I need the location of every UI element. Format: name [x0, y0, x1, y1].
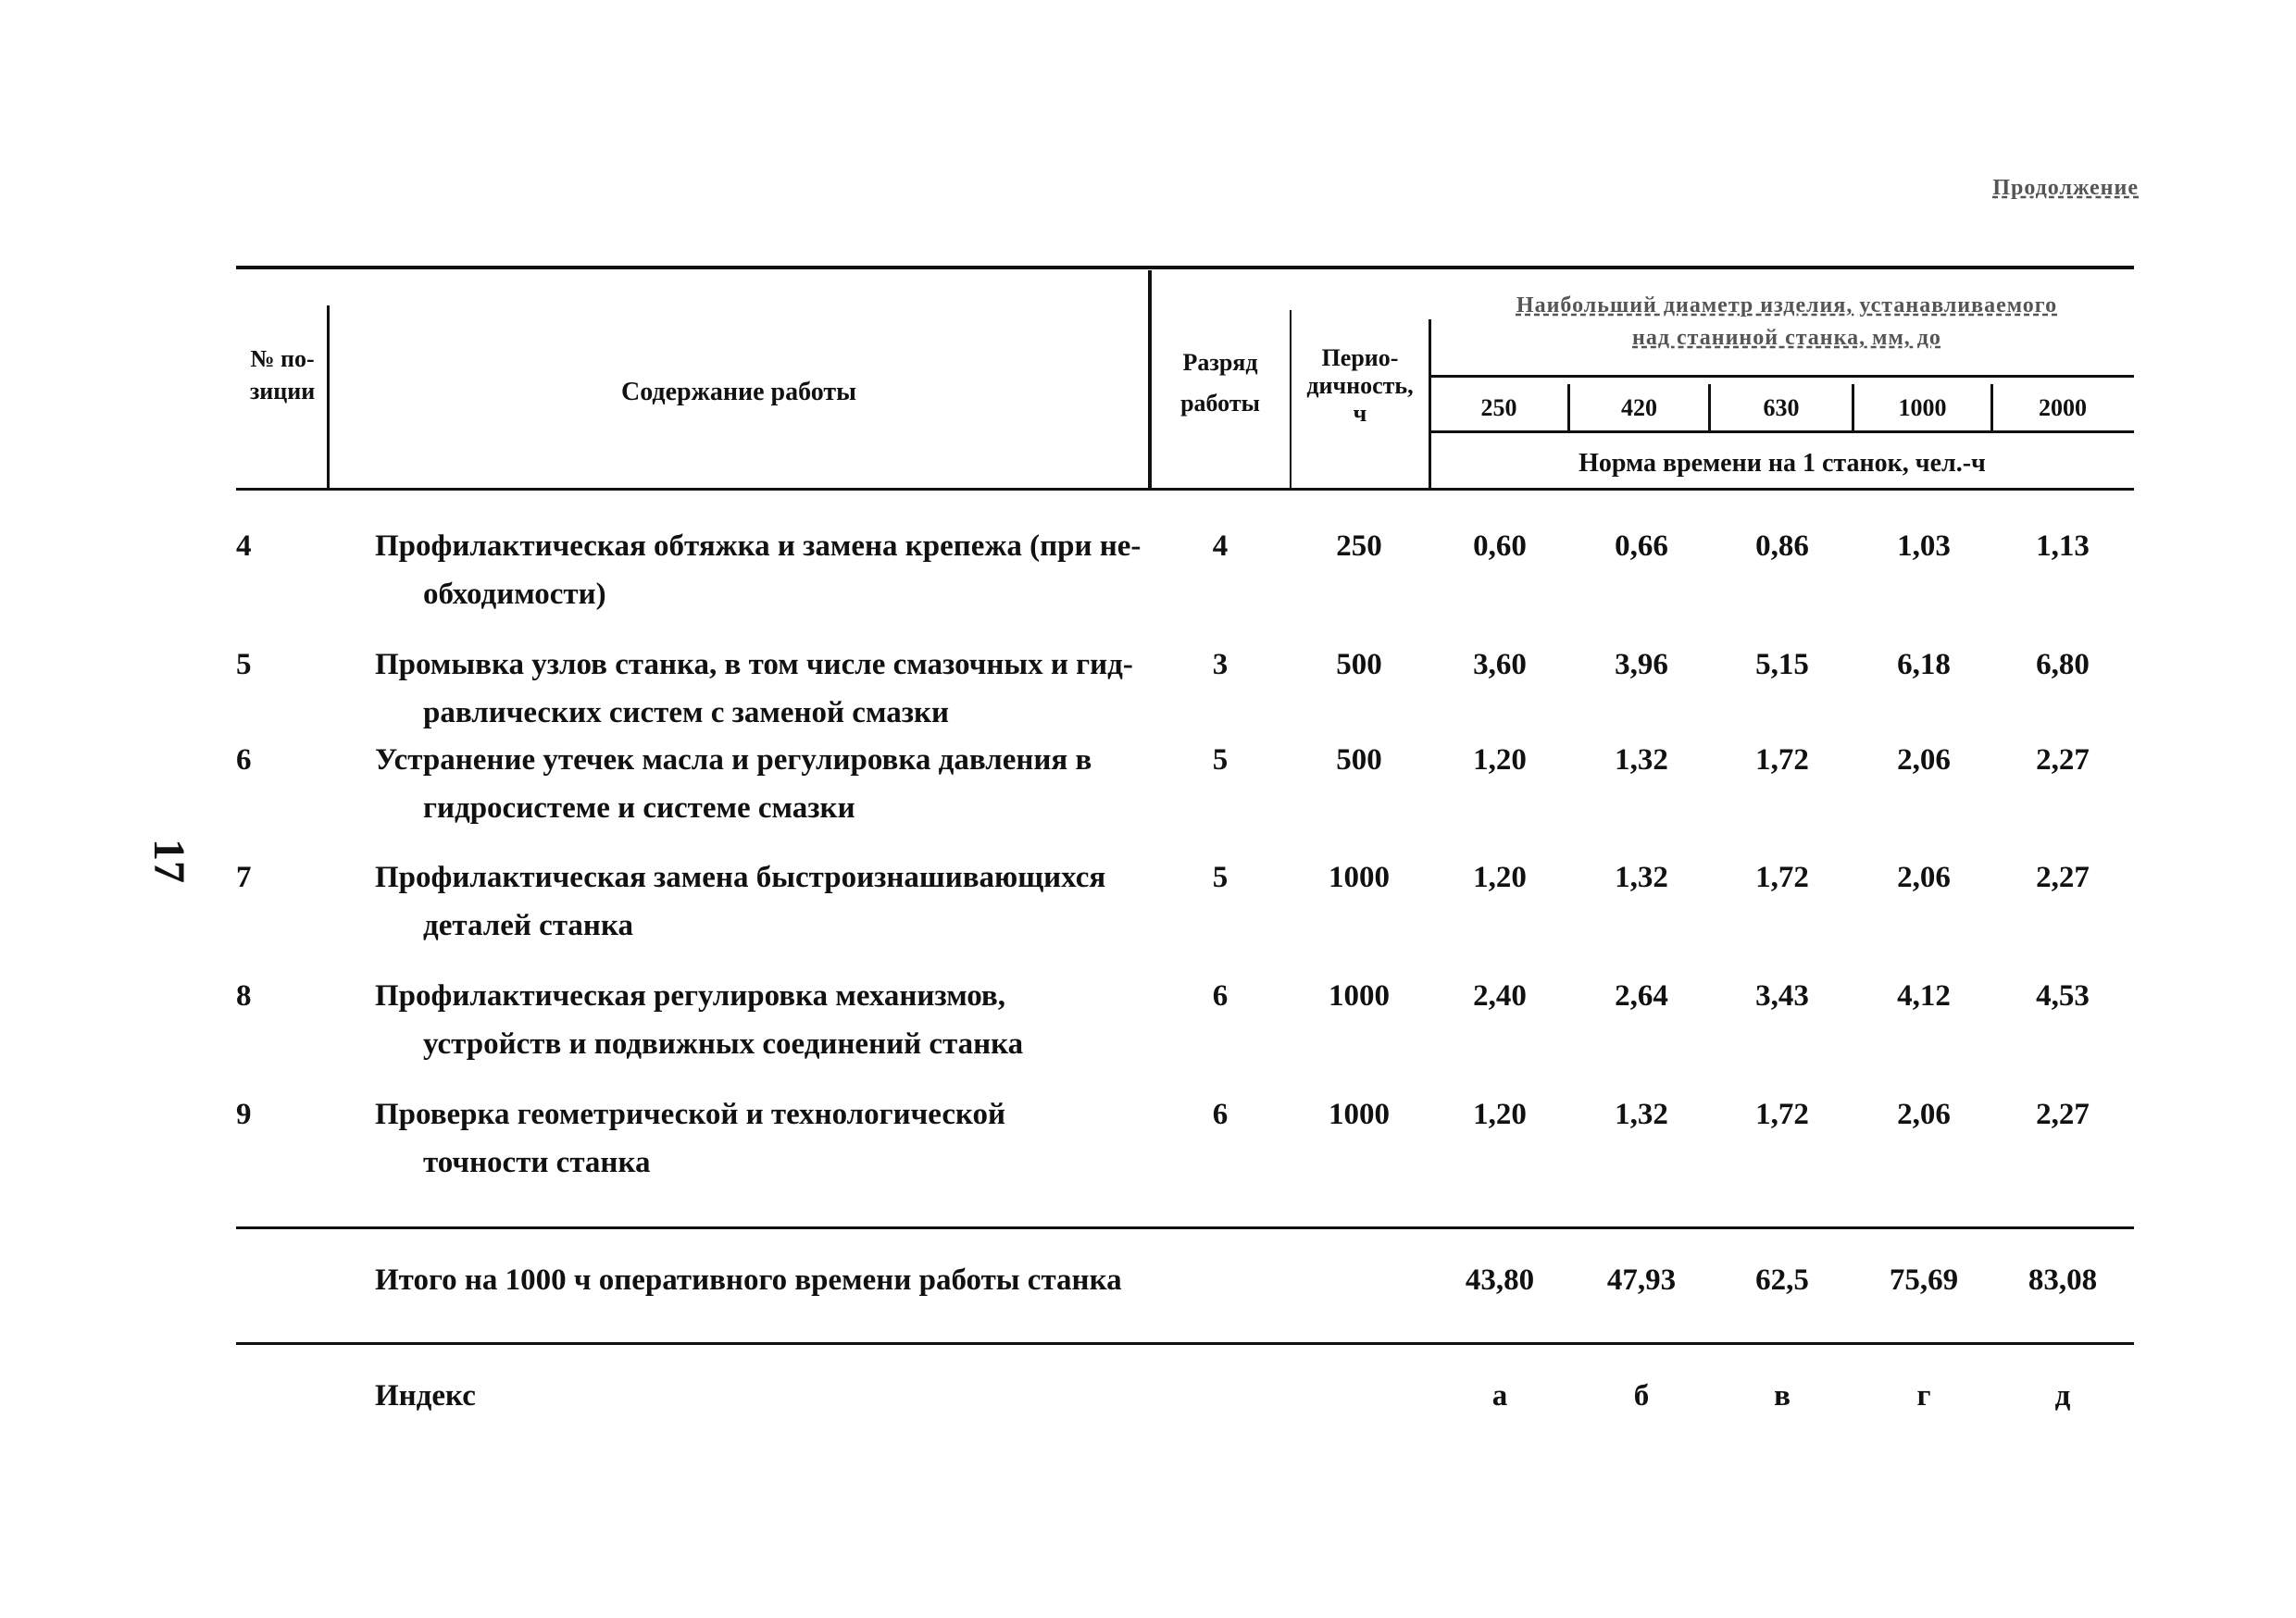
continuation-label: Продолжение [1992, 176, 2139, 200]
body-bottom-rule [236, 1226, 2134, 1229]
size-col-250: 250 [1480, 394, 1517, 421]
row-content-line1: Профилактическая регулировка механизмов, [375, 979, 1005, 1013]
row-position: 6 [236, 743, 252, 777]
row-content [375, 641, 1133, 737]
row-norm-value: 4,12 [1897, 979, 1951, 1013]
row-content [375, 522, 1141, 618]
row-content-line1: Профилактическая замена быстроизнашивающихся [375, 861, 1106, 894]
size-values-rule [1430, 430, 2134, 433]
row-content [375, 736, 1092, 832]
row-position: 7 [236, 861, 252, 894]
row-position: 9 [236, 1098, 252, 1131]
size-col-630: 630 [1763, 394, 1800, 421]
row-norm-value: 5,15 [1755, 648, 1809, 681]
index-value: а [1491, 1379, 1508, 1413]
row-norm-value: 1,32 [1615, 861, 1668, 894]
table-top-rule [236, 266, 2134, 269]
row-norm-value: 0,60 [1473, 529, 1527, 563]
index-value: б [1633, 1379, 1650, 1413]
norm-label: Норма времени на 1 станок, чел.-ч [1578, 449, 1986, 478]
total-value: 43,80 [1465, 1263, 1535, 1297]
row-norm-value: 1,03 [1897, 529, 1951, 563]
row-norm-value: 2,27 [2036, 861, 2090, 894]
row-norm-value: 2,27 [2036, 743, 2090, 777]
row-grade: 5 [1212, 743, 1229, 777]
row-norm-value: 6,18 [1897, 648, 1951, 681]
row-grade: 5 [1212, 861, 1229, 894]
row-grade: 3 [1212, 648, 1229, 681]
row-norm-value: 2,27 [2036, 1098, 2090, 1131]
row-periodicity: 500 [1336, 648, 1382, 681]
total-value: 83,08 [2028, 1263, 2098, 1297]
row-norm-value: 2,40 [1473, 979, 1527, 1013]
row-periodicity: 1000 [1329, 1098, 1390, 1131]
row-grade: 6 [1212, 1098, 1229, 1131]
total-label: Итого на 1000 ч оперативного времени работы станка [375, 1263, 1122, 1297]
row-norm-value: 1,20 [1473, 743, 1527, 777]
row-content-line2: точности станка [423, 1146, 651, 1179]
row-content-line1: Профилактическая обтяжка и замена крепежа (при не- [375, 529, 1142, 563]
header-bottom-rule [236, 488, 2134, 491]
row-norm-value: 1,72 [1755, 1098, 1809, 1131]
row-content-line1: Промывка узлов станка, в том числе смазочных и гид- [375, 648, 1133, 681]
total-value: 47,93 [1606, 1263, 1677, 1297]
row-content-line2: гидросистеме и системе смазки [423, 791, 855, 825]
total-bottom-rule [236, 1342, 2134, 1345]
row-position: 4 [236, 529, 252, 563]
header-group-title-1: Наибольший диаметр изделия, устанавливаемого [1516, 293, 2058, 317]
total-value: 75,69 [1889, 1263, 1959, 1297]
row-position: 5 [236, 648, 252, 681]
row-periodicity: 500 [1336, 743, 1382, 777]
row-norm-value: 3,60 [1473, 648, 1527, 681]
index-value: г [1916, 1379, 1931, 1413]
size-col-2000: 2000 [2039, 394, 2087, 421]
header-group-title-2: над станиной станка, мм, до [1632, 326, 1941, 350]
row-content-line2: обходимости) [423, 578, 606, 611]
row-norm-value: 1,20 [1473, 1098, 1527, 1131]
row-content [375, 1090, 1005, 1187]
header-position: № по- зиции [249, 345, 316, 405]
row-norm-value: 1,72 [1755, 861, 1809, 894]
header-grade: Разряд работы [1180, 349, 1260, 417]
index-value: в [1774, 1379, 1791, 1413]
index-value: д [2054, 1379, 2071, 1413]
row-content-line2: устройств и подвижных соединений станка [423, 1027, 1024, 1061]
row-grade: 6 [1212, 979, 1229, 1013]
row-periodicity: 1000 [1329, 861, 1390, 894]
row-norm-value: 1,20 [1473, 861, 1527, 894]
total-value: 62,5 [1755, 1263, 1809, 1297]
row-periodicity: 250 [1336, 529, 1382, 563]
row-content-line2: равлических систем с заменой смазки [423, 696, 949, 729]
page-number: 17 [144, 839, 193, 883]
row-content-line1: Устранение утечек масла и регулировка давления в [375, 743, 1092, 777]
row-norm-value: 2,06 [1897, 861, 1951, 894]
row-grade: 4 [1212, 529, 1229, 563]
row-norm-value: 1,13 [2036, 529, 2090, 563]
row-norm-value: 1,72 [1755, 743, 1809, 777]
header-periodicity: Перио- дичность, ч [1306, 344, 1414, 427]
row-norm-value: 0,86 [1755, 529, 1809, 563]
row-norm-value: 2,64 [1615, 979, 1668, 1013]
row-norm-value: 2,06 [1897, 1098, 1951, 1131]
row-content-line1: Проверка геометрической и технологической [375, 1098, 1006, 1131]
row-content [375, 972, 1023, 1068]
row-norm-value: 1,32 [1615, 743, 1668, 777]
row-norm-value: 6,80 [2036, 648, 2090, 681]
row-norm-value: 0,66 [1615, 529, 1668, 563]
size-col-420: 420 [1621, 394, 1657, 421]
row-norm-value: 3,43 [1755, 979, 1809, 1013]
index-label: Индекс [375, 1379, 476, 1413]
row-periodicity: 1000 [1329, 979, 1390, 1013]
row-norm-value: 3,96 [1615, 648, 1668, 681]
row-content [375, 853, 1105, 950]
size-col-1000: 1000 [1898, 394, 1947, 421]
size-group-rule [1430, 375, 2134, 378]
header-content: Содержание работы [620, 378, 857, 406]
row-content-line2: деталей станка [423, 909, 633, 942]
row-norm-value: 1,32 [1615, 1098, 1668, 1131]
row-norm-value: 2,06 [1897, 743, 1951, 777]
row-position: 8 [236, 979, 252, 1013]
row-norm-value: 4,53 [2036, 979, 2090, 1013]
